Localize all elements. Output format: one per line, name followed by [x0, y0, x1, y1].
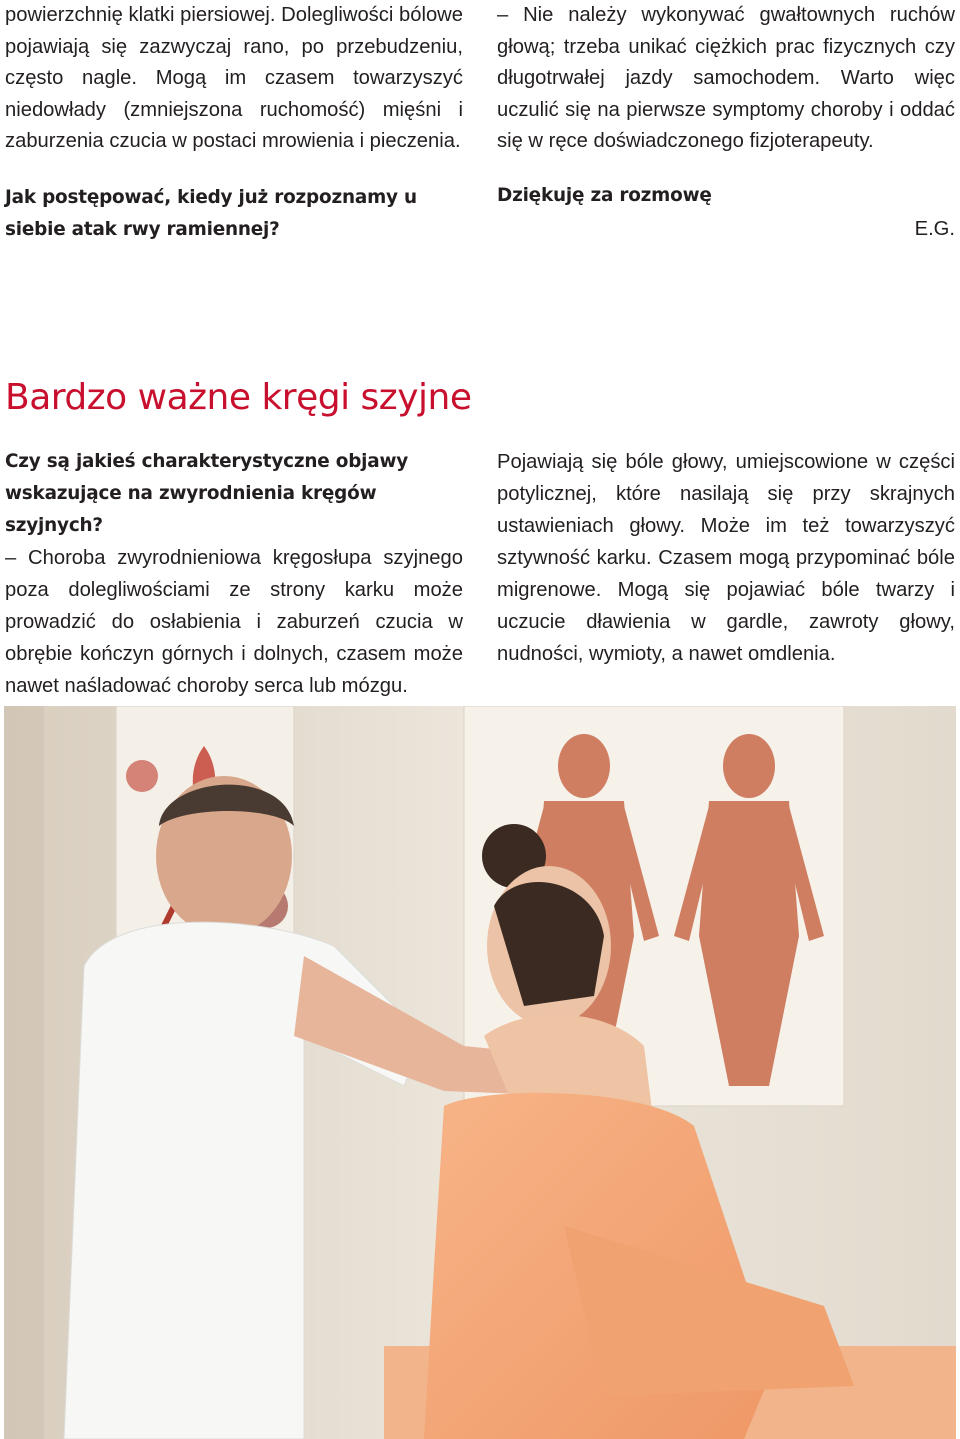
bottom-right-column — [497, 446, 955, 670]
symptoms-paragraph: Pojawiają się bóle głowy, umiejscowione w części potylicznej, które nasilają się przy skrajnych ustawieniach głowy. Może im też towarzyszyć sztywność karku. Czasem mogą przypominać bóle migrenowe. Mogą się pojawiać bóle twarzy i uczucie dławienia w gardle, zawroty głowy, nudności, wymioty, a nawet omdlenia. — [497, 451, 955, 665]
top-right-column — [497, 0, 955, 245]
cervical-answer-paragraph: – Choroba zwyrodnieniowa kręgosłupa szyjnego poza dolegliwościami ze strony karku może prowadzić do osłabienia i zaburzeń czucia w obrębie kończyn górnych i dolnych, czasem może nawet naśladować choroby serca lub mózgu. — [5, 547, 463, 697]
question-radiculopathy: Jak postępować, kiedy już rozpoznamy u siebie atak rwy ramiennej? — [5, 186, 417, 240]
physiotherapy-photo — [4, 706, 956, 1439]
thanks-heading: Dziękuję za rozmowę — [497, 184, 712, 206]
bottom-left-column — [5, 446, 463, 702]
top-left-column — [5, 0, 463, 245]
section-title: Bardzo ważne kręgi szyjne — [5, 377, 472, 418]
answer-paragraph: – Nie należy wykonywać gwałtownych ruchów głową; trzeba unikać ciężkich prac fizycznych czy długotrwałej jazdy samochodem. Warto więc uczulić się na pierwsze symptomy choroby i oddać się w ręce doświadczonego fizjoterapeuty. — [497, 4, 955, 153]
question-cervical-symptoms: Czy są jakieś charakterystyczne objawy wskazujące na zwyrodnienia kręgów szyjnych? — [5, 451, 409, 536]
intro-paragraph: powierzchnię klatki piersiowej. Dolegliwości bólowe pojawiają się zazwyczaj rano, po przebudzeniu, często nagle. Mogą im czasem towarzyszyć niedowłady (zmniejszona ruchomość) mięśni i zaburzenia czucia w postaci mrowienia i pieczenia. — [5, 4, 463, 153]
author-signature: E.G. — [914, 217, 955, 240]
